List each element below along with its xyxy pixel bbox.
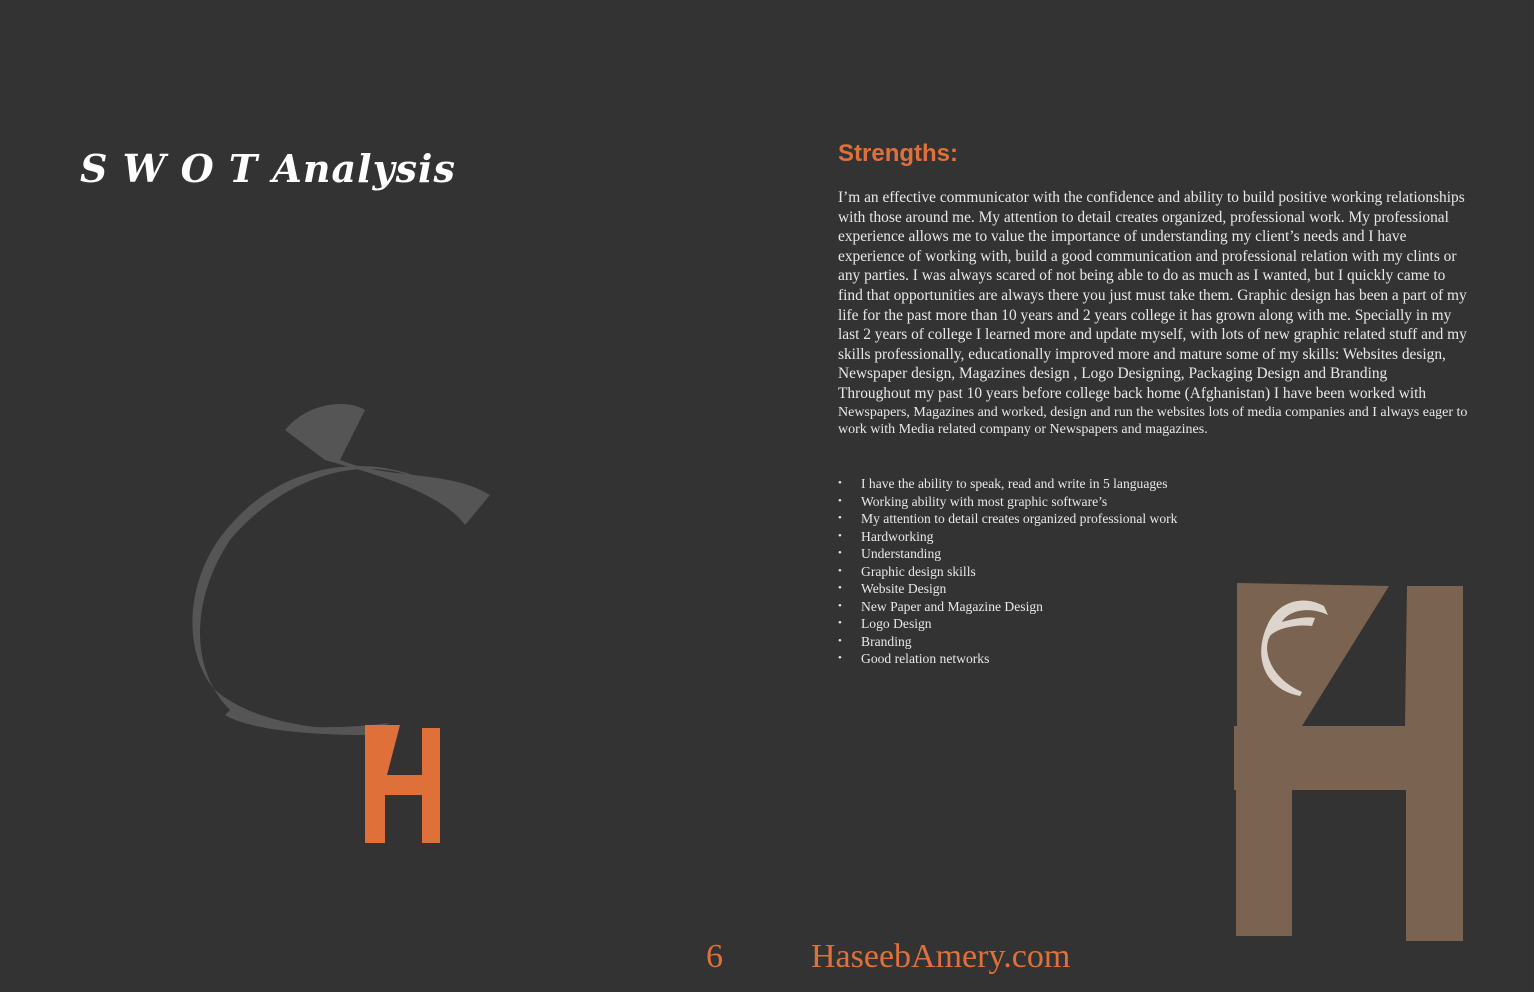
list-item: • New Paper and Magazine Design xyxy=(838,598,1043,614)
list-item: • Website Design xyxy=(838,581,947,596)
bullet-icon: • xyxy=(838,617,842,629)
list-item: • Graphic design skills xyxy=(838,563,976,579)
strengths-paragraph-2-first-line: Throughout my past 10 years before college back home (Afghanistan) I have been worked with xyxy=(838,384,1427,402)
bullet-icon: • xyxy=(838,547,842,559)
strengths-list xyxy=(838,475,1298,668)
page-number: 6 xyxy=(706,938,723,975)
strengths-body xyxy=(838,188,1468,439)
bullet-icon: • xyxy=(838,634,842,647)
bullet-icon: • xyxy=(838,529,842,542)
list-item: • My attention to detail creates organized professional work xyxy=(838,511,1178,526)
bullet-icon: • xyxy=(838,564,842,577)
strengths-paragraph-2: Newspapers, Magazines and worked, design and run the websites lots of media companies and I always eager to work with Media related company or Newspapers and magazines. xyxy=(838,404,1468,438)
strengths-paragraph: I’m an effective communicator with the confidence and ability to build positive working relationships with those around me. My attention to detail creates organized, professional work. My professional experience allows me to value the importance of understanding my client’s needs and I have experience of working with, build a good communication and professional relation with my clints or any parties. I was always scared of not being able to do as much as I wanted, but I quickly came to find that opportunities are always there you just must take them. Graphic design has been a part of my life for the past more than 10 years and 2 years college it has grown along with me. Specially in my last 2 years of college I learned more and update myself, with lots of new graphic related stuff and my skills professionally, educationally improved more and mature some of my skills: Websites design, Newspaper design, Magazines design , Logo Designing, Packaging Design and Branding xyxy=(838,189,1467,383)
list-item: • Hardworking xyxy=(838,528,934,544)
list-item: • Working ability with most graphic software’s xyxy=(838,493,1108,509)
website-link[interactable]: HaseebAmery.com xyxy=(811,938,1071,975)
list-item: • Branding xyxy=(838,633,912,649)
h-letter-orange-icon xyxy=(365,725,445,845)
strengths-heading: Strengths: xyxy=(838,140,958,167)
list-item: • Understanding xyxy=(838,546,942,561)
bullet-icon: • xyxy=(838,582,842,594)
list-item: • Good relation networks xyxy=(838,651,990,666)
list-item: • Logo Design xyxy=(838,616,932,631)
bullet-icon: • xyxy=(838,512,842,524)
list-item: • I have the ability to speak, read and write in 5 languages xyxy=(838,476,1168,491)
page-title: S W O T Analysis xyxy=(80,146,456,191)
h-letter-logo-icon xyxy=(1232,580,1468,945)
bullet-icon: • xyxy=(838,494,842,507)
bullet-icon: • xyxy=(838,599,842,612)
bullet-icon: • xyxy=(838,477,842,489)
bullet-icon: • xyxy=(838,652,842,664)
swash-logo-icon xyxy=(190,400,500,850)
